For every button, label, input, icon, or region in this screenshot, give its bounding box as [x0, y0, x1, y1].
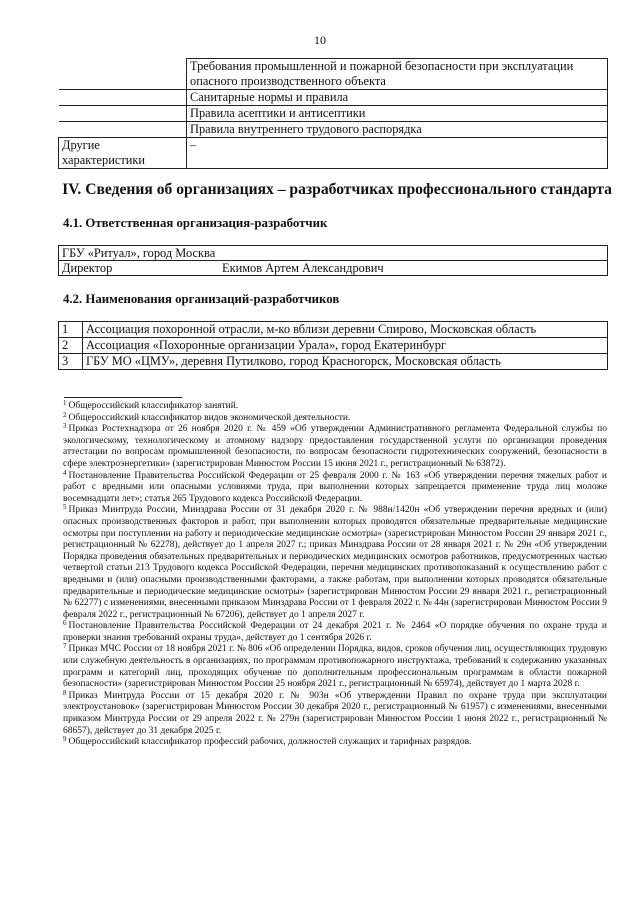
developers-table — [58, 321, 608, 370]
responsible-org-heading: 4.1. Ответственная организация-разработчик — [63, 216, 328, 230]
footnote-number: 5 — [63, 503, 67, 512]
footnote — [63, 688, 607, 737]
developer-number: 3 — [59, 354, 83, 370]
section-title: IV. Сведения об организациях – разработчиках профессионального стандарта — [62, 181, 612, 198]
footnote-text: Приказ МЧС России от 18 ноября 2021 г. № 806 «Об определении Порядка, видов, сроков обучения лиц, осуществляющих трудовую или служебную деятельность в организациях, по программам противопожарного инструктажа, требований к содержанию указанных программ и категорий лиц, проходящих обучение по дополнительным профессиональным программам в области пожарной безопасности» (зарегистрирован Минюстом России 25 ноября 2021 г., регистрационный № 65974), действует до 1 марта 2028 г. — [63, 644, 607, 690]
requirement-text: Санитарные нормы и правила — [190, 90, 349, 104]
footnote-text: Общероссийский классификатор видов экономической деятельности. — [68, 412, 351, 423]
table-row — [59, 354, 608, 370]
developer-name: ГБУ МО «ЦМУ», деревня Путилково, город Красногорск, Московская область — [83, 354, 608, 370]
footnote-text: Общероссийский классификатор занятий. — [68, 401, 239, 411]
footnote-number: 2 — [63, 410, 67, 419]
org-name: ГБУ «Ритуал», город Москва — [59, 246, 608, 261]
table-cell-empty — [59, 90, 187, 106]
requirement-text: Требования промышленной и пожарной безопасности при эксплуатации опасного производственного объекта — [190, 59, 574, 88]
footnote-number: 8 — [63, 688, 67, 697]
footnote-text: Приказ Минтруда России от 15 декабря 2020 г. № 903н «Об утверждении Правил по охране труда при эксплуатации электроустановок» (зарегистрирован Минюстом России 30 декабря 2020 г., регистрационный № 61957) с изменениями, внесенными приказом Минтруда России от 29 апреля 2022 г. № 279н (зарегистрирован Минюстом России 1 июня 2022 г., регистрационный № 68657), действует до 31 декабря 2025 г. — [63, 690, 607, 736]
table-row — [59, 322, 608, 338]
table-row — [59, 246, 608, 261]
director-name: Екимов Артем Александрович — [222, 261, 384, 275]
footnote — [63, 410, 607, 425]
other-characteristics-label: Другие характеристики — [59, 138, 187, 169]
developer-number: 2 — [59, 338, 83, 354]
footnote-number: 4 — [63, 468, 67, 477]
footnote-text: Общероссийский классификатор профессий рабочих, должностей служащих и тарифных разрядов. — [68, 737, 472, 748]
footnote-number: 7 — [63, 642, 67, 651]
footnote — [63, 621, 607, 644]
footnotes — [63, 401, 607, 749]
requirement-cell — [187, 90, 608, 106]
footnote — [63, 505, 607, 621]
developer-name: Ассоциация похоронной отрасли, м-ко вблизи деревни Спирово, Московская область — [83, 322, 608, 338]
table-row — [59, 338, 608, 354]
requirement-text: Правила асептики и антисептики — [190, 106, 366, 120]
requirement-text: Правила внутреннего трудового распорядка — [190, 122, 422, 136]
table-row — [59, 261, 608, 276]
requirement-cell — [187, 106, 608, 122]
footnote-divider — [64, 397, 182, 398]
developers-heading: 4.2. Наименования организаций-разработчиков — [63, 292, 340, 306]
footnote-text: Постановление Правительства Российской Федерации от 25 февраля 2000 г. № 163 «Об утверждении перечня тяжелых работ и работ с вредными или опасными условиями труда, при выполнении которых запрещается применение труда лиц моложе восемнадцати лет»; статья 265 Трудового кодекса Российской Федерации. — [63, 470, 607, 504]
footnote — [63, 644, 607, 690]
table-row — [59, 138, 608, 169]
director-cell — [59, 261, 608, 276]
footnote — [63, 401, 607, 413]
footnote-number: 3 — [63, 422, 67, 431]
footnote-number: 6 — [63, 619, 67, 628]
footnote — [63, 737, 607, 749]
developer-name: Ассоциация «Похоронные организации Урала», город Екатеринбург — [83, 338, 608, 354]
footnote — [63, 468, 607, 506]
responsible-org-table — [58, 245, 608, 276]
table-cell-empty — [59, 106, 187, 122]
requirement-cell — [187, 122, 608, 138]
table-row — [59, 122, 608, 138]
table-cell-empty — [59, 59, 187, 90]
developer-number: 1 — [59, 322, 83, 338]
director-label: Директор — [62, 261, 113, 275]
table-row — [59, 106, 608, 122]
other-characteristics-value: – — [187, 138, 608, 169]
footnote — [63, 424, 607, 470]
footnote-number: 1 — [63, 399, 67, 407]
table-row — [59, 90, 608, 106]
requirement-cell — [187, 59, 608, 90]
table-row — [59, 59, 608, 90]
footnote-text: Приказ Ростехнадзора от 26 ноября 2020 г. № 459 «Об утверждении Административного регламента Федеральной службы по экологическому, технологическому и атомному надзору предоставления государственной услуги по организации проведения аттестации по вопросам промышленной безопасности, по вопросам безопасности гидротехнических сооружений, безопасности в сфере электроэнергетики» (зарегистрирован Минюстом России 15 июня 2021 г., регистрационный № 63872). — [63, 424, 607, 469]
footnote-text: Постановление Правительства Российской Федерации от 24 декабря 2021 г. № 2464 «О порядке обучения по охране труда и проверки знания требований охраны труда», действует до 1 сентября 2026 г. — [63, 621, 607, 643]
page-number: 10 — [314, 33, 326, 47]
requirements-table — [58, 58, 608, 169]
table-cell-empty — [59, 122, 187, 138]
footnote-text: Приказ Минтруда России, Минздрава России от 31 декабря 2020 г. № 988н/1420н «Об утверждении перечня вредных и (или) опасных производственных факторов и работ, при выполнении которых проводятся обязательные предварительные медицинские осмотры при поступлении на работу и периодические медицинские осмотры» (зарегистрирован Минюстом России 29 января 2021 г., регистрационный № 62278), действует до 1 апреля 2027 г.; приказ Минздрава России от 28 января 2021 г. № 29н «Об утверждении Порядка проведения обязательных предварительных и периодических медицинских осмотров работников, предусмотренных частью четвертой статьи 213 Трудового кодекса Российской Федерации, перечня медицинских противопоказаний к осуществлению работ с вредными и (или) опасными производственными факторами, а также работам, при выполнении которых проводятся обязательные предварительные и периодические медицинские осмотры» (зарегистрирован Минюстом России 29 января 2021 г., регистрационный № 62277) с изменениями, внесенными приказом Минздрава России от 1 февраля 2022 г. № 44н (зарегистрирован Минюстом России 9 февраля 2022 г., регистрационный № 67206), действует до 1 апреля 2027 г. — [63, 505, 607, 620]
footnote-number: 9 — [63, 735, 67, 744]
